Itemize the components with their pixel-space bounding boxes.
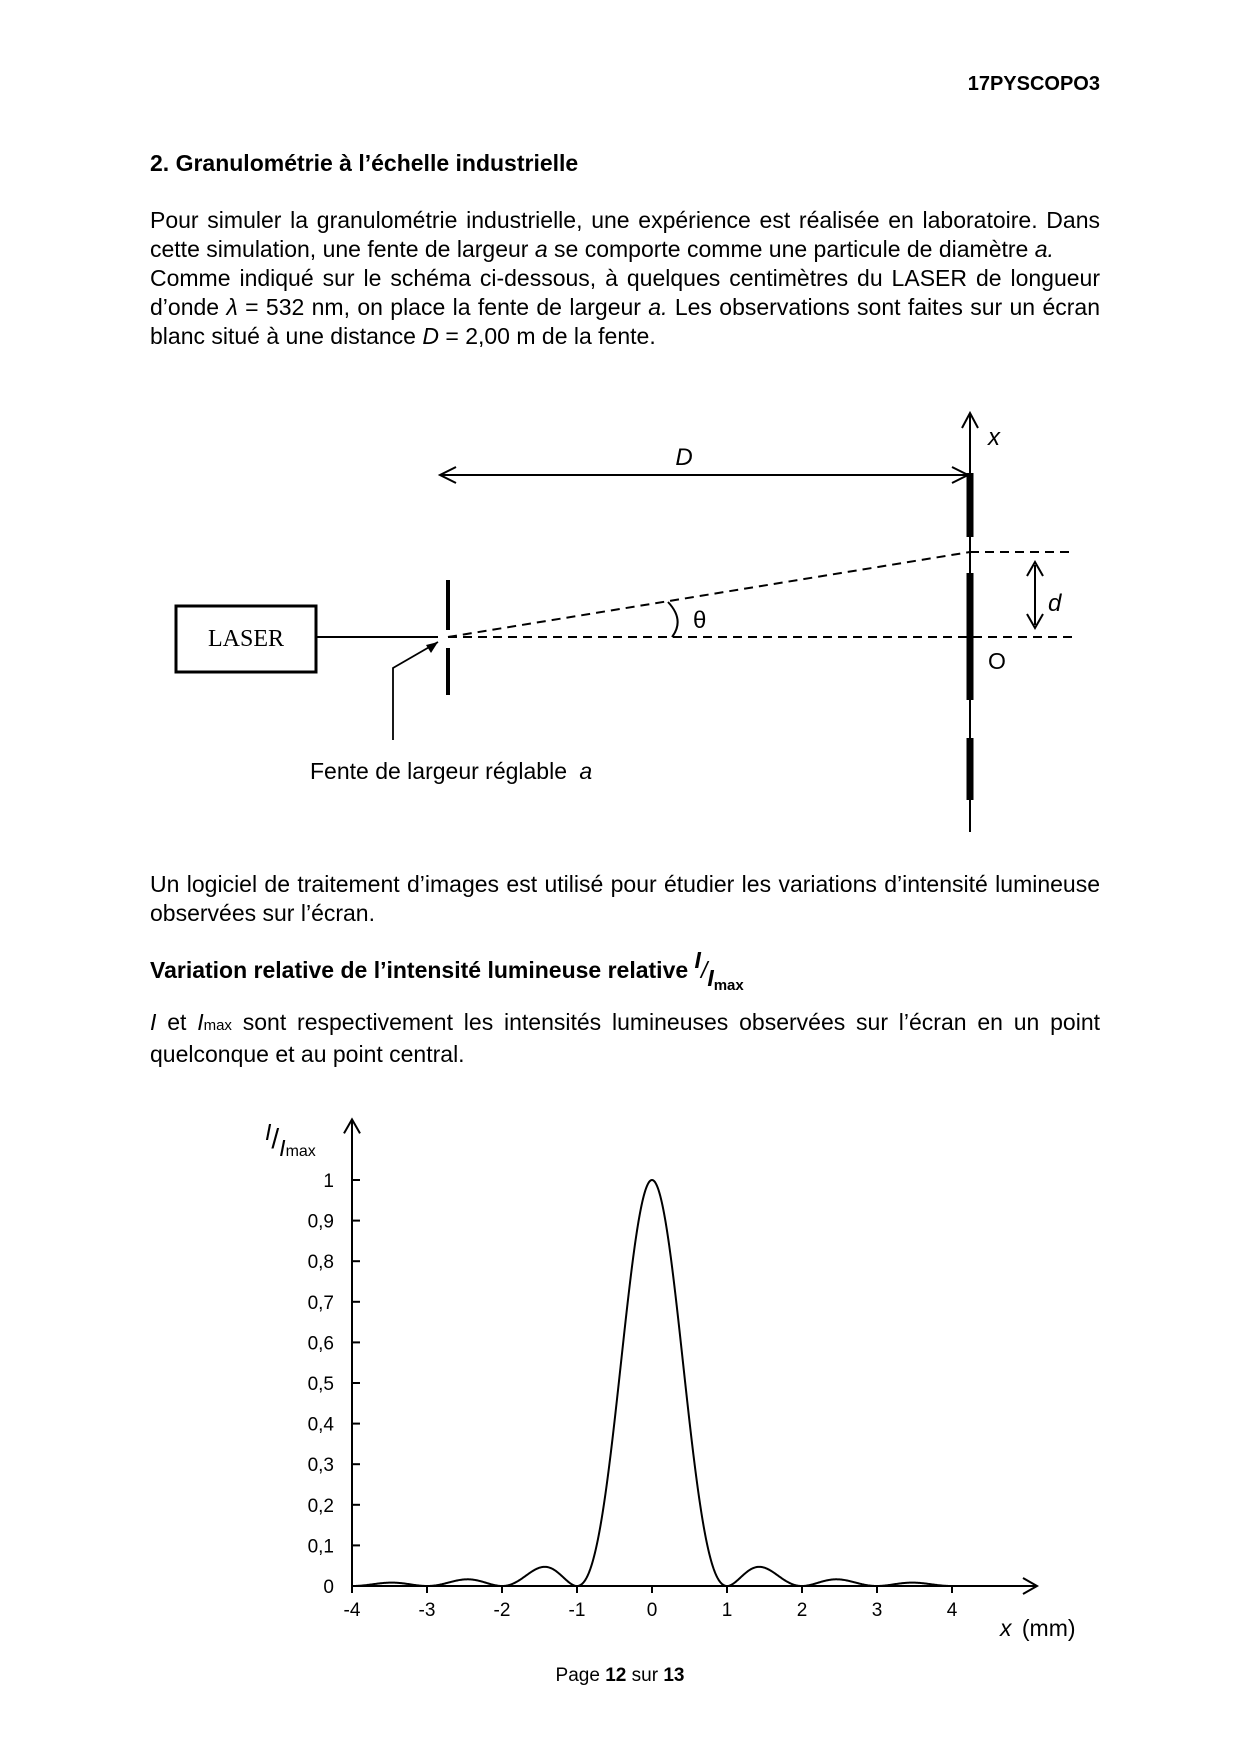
slit-caption-text: Fente de largeur réglable [310, 758, 567, 784]
def-Imax-sub: max [203, 1017, 232, 1034]
y-axis-label [265, 1119, 316, 1161]
footer-page-total: 13 [663, 1665, 685, 1686]
subsection-title-text: Variation relative de l’intensité lumineuse relative [150, 957, 689, 983]
intro-text-4: = 532 nm, on place la fente de largeur [245, 294, 641, 320]
def-rest: sont respectivement les intensités lumineuses observées sur l’écran en un point quelconque et au point central. [150, 1009, 1101, 1067]
ratio-den-sub: max [713, 977, 744, 994]
x-label-unit: (mm) [1021, 1615, 1076, 1641]
x-axis-label [999, 1615, 1076, 1641]
x-tick-label: -4 [343, 1600, 361, 1621]
y-tick-label: 0,1 [307, 1536, 334, 1558]
y-tick-label: 0,2 [307, 1495, 334, 1517]
y-tick-label: 0 [323, 1577, 334, 1598]
slit-pointer-arrowhead [426, 642, 438, 653]
slit-caption-var: a [579, 758, 593, 784]
y-label-den: I [279, 1135, 286, 1161]
distance-label: D [675, 444, 693, 471]
diffracted-ray [448, 552, 970, 637]
def-et: et [167, 1009, 187, 1035]
y-label-slash: / [271, 1123, 280, 1154]
x-axis-arrowhead [1023, 1578, 1037, 1594]
y-axis-arrowhead [344, 1119, 360, 1133]
laser-label: LASER [207, 626, 285, 652]
ratio-num: I [694, 947, 701, 973]
var-D: D [422, 323, 439, 349]
x-tick-label: 1 [721, 1600, 733, 1621]
origin-label: O [988, 648, 1006, 674]
x-tick-label: 4 [946, 1600, 958, 1621]
intro-text-3: Comme indiqué sur le schéma ci-dessous, à quelques centimètres du LASER de longueur d’onde [150, 265, 1100, 320]
screen-axis-label: x [988, 424, 1000, 451]
footer-page-number: 12 [605, 1665, 627, 1686]
y-tick-label: 0,3 [307, 1455, 334, 1477]
analysis-paragraph: Un logiciel de traitement d’images est utilisé pour étudier les variations d’intensité lumineuse observées sur l’écran. [150, 871, 1100, 926]
angle-arc [668, 602, 678, 637]
exam-code: 17PYSCOPO3 [967, 73, 1100, 95]
y-label-num: I [265, 1119, 272, 1145]
setup-diagram [0, 0, 1240, 860]
y-tick-label: 0,8 [307, 1252, 334, 1274]
x-tick-label: 3 [871, 1600, 883, 1621]
page-footer [0, 1665, 1240, 1687]
y-label-den-sub: max [285, 1143, 316, 1160]
var-a-2: a. [1034, 236, 1054, 262]
footer-page-word: Page [555, 1665, 600, 1686]
section-title: 2. Granulométrie à l’échelle industrielle [150, 150, 579, 176]
definition-paragraph [150, 1008, 1100, 1069]
def-I: I [150, 1009, 157, 1035]
intro-text-2: se comporte comme une particule de diamètre [554, 236, 1029, 262]
y-tick-label: 0,7 [307, 1292, 334, 1314]
x-tick-label: -1 [568, 1600, 586, 1621]
intro-text-1: Pour simuler la granulométrie industrielle, une expérience est réalisée en laboratoire. Dans cette simulation, une fente de largeur [150, 207, 1100, 262]
slit-caption [310, 758, 592, 784]
x-label-var: x [1000, 1615, 1012, 1641]
var-a-3: a. [648, 294, 668, 320]
x-tick-label: 0 [646, 1600, 658, 1621]
x-tick-label: 2 [796, 1600, 808, 1621]
y-tick-label: 0,9 [307, 1211, 334, 1233]
intensity-curve [352, 1180, 952, 1586]
angle-label: θ [693, 607, 707, 634]
subsection-title [150, 947, 744, 994]
x-tick-label: -3 [418, 1600, 436, 1621]
y-tick-label: 0,5 [307, 1374, 334, 1395]
x-tick-label: -2 [493, 1600, 511, 1621]
intro-text-5: Les observations sont faites sur un écran blanc situé à une distance [150, 294, 1100, 349]
offset-label: d [1048, 590, 1062, 617]
y-tick-label: 0,4 [307, 1414, 334, 1436]
def-Imax: I [197, 1009, 204, 1035]
ratio-den: I [707, 965, 714, 991]
intro-text-6: = 2,00 m de la fente. [445, 323, 656, 349]
y-tick-label: 1 [323, 1171, 334, 1192]
slit-pointer [393, 642, 438, 740]
ratio-fraction: $I/I_{max}$ [694, 947, 744, 994]
y-tick-label: 0,6 [307, 1333, 334, 1355]
var-lambda: λ [226, 294, 238, 320]
footer-sur-word: sur [631, 1665, 659, 1686]
var-a-1: a [534, 236, 548, 262]
